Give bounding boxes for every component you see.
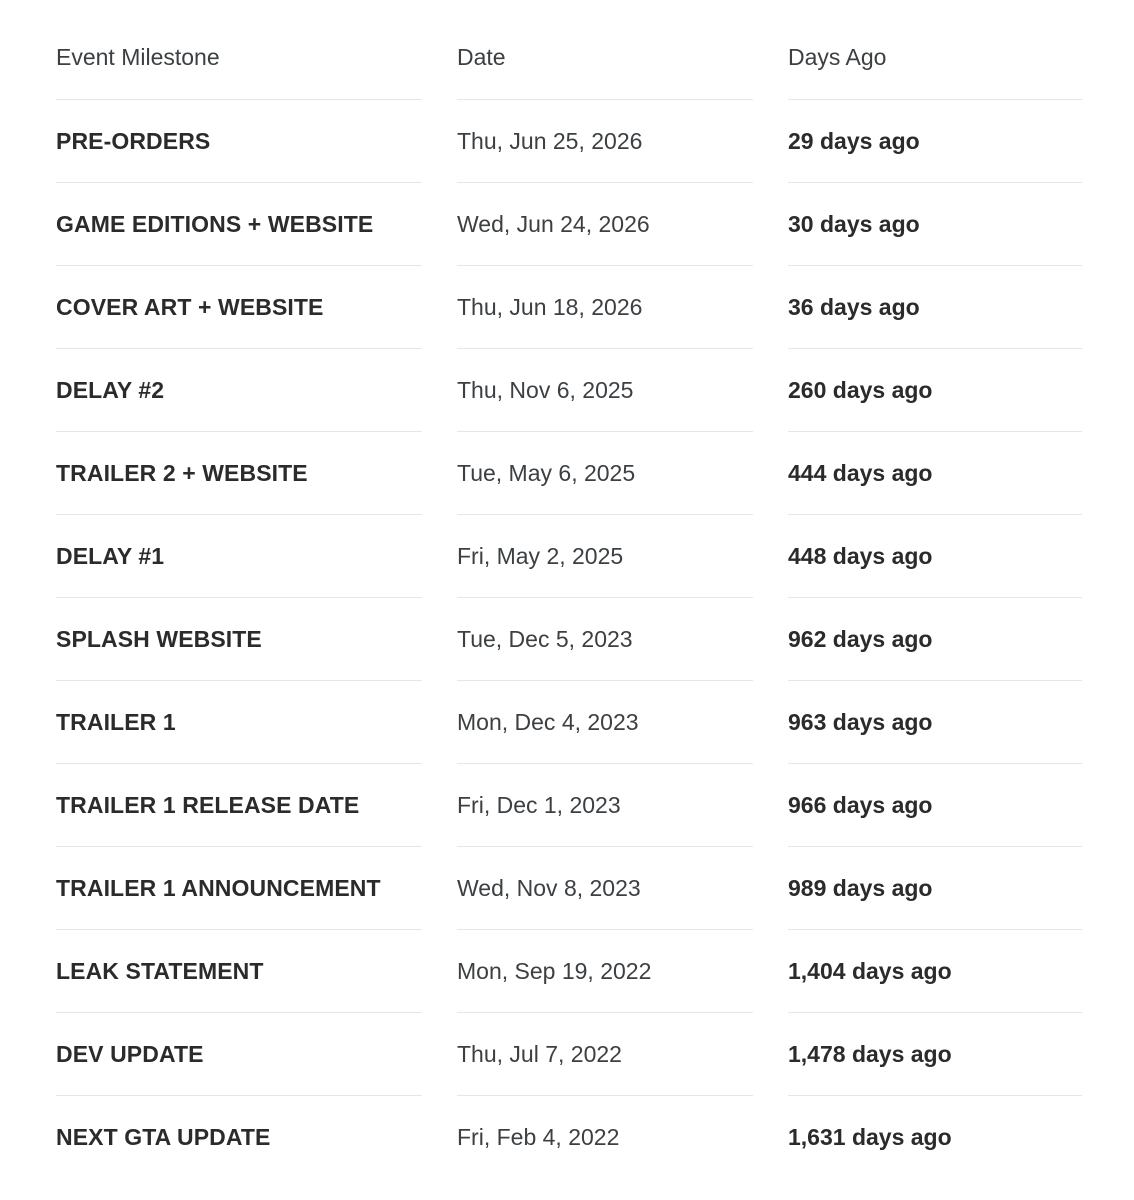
table-row [0, 1096, 1134, 1179]
date-cell [457, 100, 753, 183]
table-row [0, 266, 1134, 349]
event-date-text: Tue, May 6, 2025 [457, 460, 636, 486]
event-milestone-text: NEXT GTA UPDATE [56, 1124, 271, 1150]
days-ago-text: 29 days ago [788, 128, 920, 154]
table-row [0, 349, 1134, 432]
event-cell [56, 1096, 422, 1179]
event-milestone-text: TRAILER 1 ANNOUNCEMENT [56, 875, 381, 901]
days-ago-cell [788, 847, 1082, 930]
table-row [0, 930, 1134, 1013]
event-milestone-text: DELAY #2 [56, 377, 165, 403]
event-date-text: Fri, May 2, 2025 [457, 543, 624, 569]
days-ago-cell [788, 764, 1082, 847]
header-days-ago [788, 0, 1082, 100]
event-milestone-text: DEV UPDATE [56, 1041, 204, 1067]
event-cell [56, 349, 422, 432]
date-cell [457, 266, 753, 349]
date-cell [457, 847, 753, 930]
event-cell [56, 930, 422, 1013]
header-date [457, 0, 753, 100]
event-date-text: Fri, Dec 1, 2023 [457, 792, 621, 818]
header-date-label: Date [457, 44, 506, 70]
days-ago-cell [788, 1096, 1082, 1179]
table-row [0, 100, 1134, 183]
event-date-text: Thu, Jun 18, 2026 [457, 294, 643, 320]
event-cell [56, 764, 422, 847]
days-ago-cell [788, 183, 1082, 266]
event-milestone-text: SPLASH WEBSITE [56, 626, 262, 652]
days-ago-cell [788, 1013, 1082, 1096]
table-row [0, 847, 1134, 930]
date-cell [457, 1096, 753, 1179]
date-cell [457, 598, 753, 681]
table-body [0, 100, 1134, 1179]
table-row [0, 183, 1134, 266]
date-cell [457, 1013, 753, 1096]
days-ago-text: 962 days ago [788, 626, 933, 652]
event-milestone-text: TRAILER 1 RELEASE DATE [56, 792, 360, 818]
table-row [0, 1013, 1134, 1096]
event-cell [56, 100, 422, 183]
event-cell [56, 432, 422, 515]
event-date-text: Wed, Nov 8, 2023 [457, 875, 641, 901]
event-date-text: Fri, Feb 4, 2022 [457, 1124, 620, 1150]
date-cell [457, 432, 753, 515]
days-ago-cell [788, 515, 1082, 598]
days-ago-text: 36 days ago [788, 294, 920, 320]
event-milestone-text: LEAK STATEMENT [56, 958, 264, 984]
days-ago-cell [788, 681, 1082, 764]
event-date-text: Tue, Dec 5, 2023 [457, 626, 633, 652]
event-cell [56, 515, 422, 598]
days-ago-text: 444 days ago [788, 460, 933, 486]
days-ago-text: 1,478 days ago [788, 1041, 952, 1067]
event-date-text: Thu, Nov 6, 2025 [457, 377, 634, 403]
days-ago-text: 966 days ago [788, 792, 933, 818]
table-header-row [0, 0, 1134, 100]
event-milestone-text: PRE-ORDERS [56, 128, 211, 154]
days-ago-cell [788, 432, 1082, 515]
event-cell [56, 681, 422, 764]
days-ago-text: 989 days ago [788, 875, 933, 901]
header-days-label: Days Ago [788, 44, 887, 70]
header-event-label: Event Milestone [56, 44, 220, 70]
event-date-text: Mon, Dec 4, 2023 [457, 709, 639, 735]
event-date-text: Wed, Jun 24, 2026 [457, 211, 650, 237]
event-date-text: Thu, Jul 7, 2022 [457, 1041, 622, 1067]
table-row [0, 598, 1134, 681]
days-ago-text: 1,631 days ago [788, 1124, 952, 1150]
date-cell [457, 183, 753, 266]
table-row [0, 681, 1134, 764]
date-cell [457, 349, 753, 432]
table-row [0, 764, 1134, 847]
event-cell [56, 598, 422, 681]
event-milestone-text: TRAILER 1 [56, 709, 176, 735]
date-cell [457, 515, 753, 598]
table-row [0, 432, 1134, 515]
event-cell [56, 1013, 422, 1096]
table-row [0, 515, 1134, 598]
date-cell [457, 681, 753, 764]
days-ago-cell [788, 930, 1082, 1013]
days-ago-text: 1,404 days ago [788, 958, 952, 984]
event-cell [56, 266, 422, 349]
date-cell [457, 930, 753, 1013]
days-ago-text: 963 days ago [788, 709, 933, 735]
event-date-text: Mon, Sep 19, 2022 [457, 958, 652, 984]
event-milestone-text: DELAY #1 [56, 543, 165, 569]
event-date-text: Thu, Jun 25, 2026 [457, 128, 643, 154]
event-milestone-text: GAME EDITIONS + WEBSITE [56, 211, 374, 237]
days-ago-text: 30 days ago [788, 211, 920, 237]
days-ago-cell [788, 598, 1082, 681]
event-cell [56, 847, 422, 930]
event-milestone-text: TRAILER 2 + WEBSITE [56, 460, 308, 486]
event-milestone-text: COVER ART + WEBSITE [56, 294, 324, 320]
days-ago-cell [788, 100, 1082, 183]
date-cell [457, 764, 753, 847]
header-event-milestone [56, 0, 422, 100]
event-cell [56, 183, 422, 266]
days-ago-cell [788, 349, 1082, 432]
days-ago-cell [788, 266, 1082, 349]
days-ago-text: 260 days ago [788, 377, 933, 403]
days-ago-text: 448 days ago [788, 543, 933, 569]
